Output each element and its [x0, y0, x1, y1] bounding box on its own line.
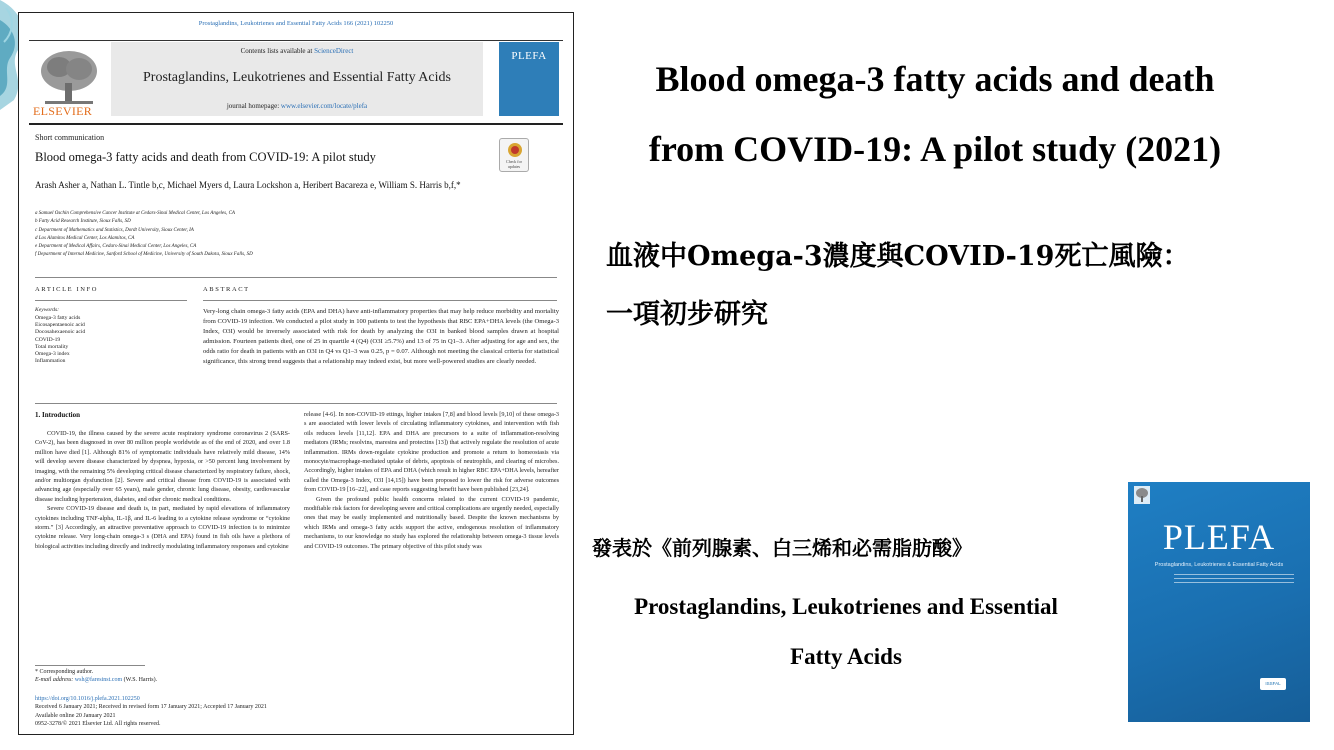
homepage-line: [111, 102, 483, 110]
chinese-title: [606, 228, 1256, 344]
sciencedirect-link[interactable]: ScienceDirect: [314, 47, 354, 55]
copyright: 0952-3278/© 2021 Elsevier Ltd. All rights reserved.: [35, 721, 161, 728]
online-date: Available online 20 January 2021: [35, 712, 116, 719]
affiliation: a Samuel Oschin Comprehensive Cancer Institute at Cedars-Sinai Medical Center, Los Angeles, CA: [35, 211, 235, 216]
article-info-header: ARTICLE INFO: [35, 286, 99, 293]
email-suffix: (W.S. Harris).: [122, 677, 158, 684]
journal-header-box: [111, 42, 483, 116]
keyword-list: [35, 315, 85, 365]
elsevier-cover-logo: [1134, 486, 1150, 504]
paragraph: release [4-6]. In non-COVID-19 ettings, higher intakes [7,8] and blood levels [9,10] of these omega-3 s are associated with lower levels of circulating inflammatory cytokines, and intervention with fish oils reduces levels [11,12]. EPA and DHA are precursors to a suite of inflammation-resolving mediators (IRMs; resolvins, maresins and protectins [13]) that actively regulate the resolution of acute inflammation. IRMs down-regulate cytokine production and promote a return to homeostasis via monocyte/macrophage-mediated uptake of debris, apoptosis of neutrophils, and clearing of microbes. Accordingly, higher intakes of EPA and DHA (which result in higher RBC EPA+DHA levels, hereafter called the Omega-3 Index, O3I [14,15]) have been proposed to lower the risk for adverse outcomes from COVID-19 [16–22], and case reports suggesting benefit have been published [23,24].: [304, 411, 559, 494]
introduction-heading: 1. Introduction: [35, 411, 80, 419]
email-link[interactable]: wsh@faresinst.com: [74, 677, 123, 684]
body-column-right: [304, 410, 559, 551]
paper-first-page: [18, 12, 574, 735]
footnote: [35, 668, 157, 685]
abstract-rule: [203, 300, 557, 301]
elsevier-wordmark: ELSEVIER: [33, 104, 93, 118]
keywords-label: Keywords:: [35, 307, 60, 313]
title-rule: [29, 123, 563, 125]
english-title-line: from COVID-19: A pilot study (2021): [648, 129, 1222, 169]
paragraph: Severe COVID-19 disease and death is, in part, mediated by rapid elevations of inflammatory cytokines including TNF-alpha, IL-1β, and IL-6 leading to a cytokine release syndrome or “cytokine storm.” [3] Accordingly, an attractive preventative approach to COVID-19 infection is to minimize cytokine release. Very long-chain omega-3 s (DHA and EPA) found in fish oils have a plethora of biological activities including directly and indirectly modulating inflammatory responses and cytokine: [35, 505, 290, 550]
contents-prefix: Contents lists available at: [240, 47, 315, 55]
affiliation: c Department of Mathematics and Statistics, Dordt University, Sioux Center, IA: [35, 227, 194, 233]
paragraph: COVID-19, the illness caused by the severe acute respiratory syndrome coronavirus 2 (SARS-CoV-2), has been diagnosed in over 80 million people worldwide as of the end of 2020, and over 1.8 million have died [1]. Although 81% of symptomatic individuals have relatively mild disease, 14% will develop severe disease characterized by dyspnea, hypoxia, or >50 percent lung involvement by imaging, with the remaining 5% developing critical disease characterized by respiratory failure, shock, and/or multiorgan dysfunction [2]. Severe and critical disease from COVID-19 is associated with advancing age (especially over 65 years), male gender, chronic lung disease, obesity, cardiovascular disease including hypertension, diabetes, and other chronic medical conditions.: [35, 430, 290, 503]
publication-info: [35, 695, 267, 729]
article-info-rule: [35, 300, 187, 301]
issfal-logo: ISSFAL: [1260, 678, 1286, 690]
body-rule: [35, 403, 557, 404]
abstract-text: Very-long chain omega-3 fatty acids (EPA and DHA) have anti-inflammatory properties that may help reduce morbidity and mortality from COVID-19 infection. We conducted a pilot study in 100 patients to test the hypothesis that RBC EPA+DHA levels (the Omega-3 Index, O3I) would be inversely associated with risk for death by analyzing the O3I in banked blood samples drawn at hospital admission. Fourteen patients died, one of 25 in quartile 4 (Q4) (O3I ≥5.7%) and 13 of 75 in Q1–3. After adjusting for age and sex, the odds ratio for death in patients with an O3I in Q4 vs Q1–3 was 0.25, p = 0.07. Although not meeting the classical criteria for statistical significance, this strong trend suggests that a relationship may indeed exist, but more well-powered studies are clearly needed.: [203, 308, 559, 365]
homepage-prefix: journal homepage:: [226, 102, 281, 110]
body-column-left: [35, 429, 290, 551]
cover-subtitle: Prostaglandins, Leukotrienes & Essential Fatty Acids: [1154, 562, 1284, 568]
email-prefix: E-mail address:: [35, 677, 75, 684]
elsevier-tree-logo: [33, 47, 105, 107]
keyword: Eicosapentaenoic acid: [35, 322, 85, 329]
cover-title: PLEFA: [1162, 517, 1276, 557]
journal-cover-thumb: [499, 42, 559, 116]
journal-name-english: [586, 582, 1106, 682]
paper-title: Blood omega-3 fatty acids and death from COVID-19: A pilot study: [35, 150, 376, 164]
affiliation: e Department of Medical Affairs, Cedars-Sinai Medical Center, Los Angeles, CA: [35, 244, 197, 250]
footnote-rule: [35, 665, 145, 666]
journal-name-line: Fatty Acids: [790, 644, 902, 669]
check-updates-label: Check for updates: [506, 159, 522, 169]
keyword: Inflammation: [35, 358, 66, 365]
info-rule: [35, 277, 557, 278]
corresponding-author: * Corresponding author.: [35, 669, 94, 675]
affiliations: [35, 210, 253, 260]
english-title-line: Blood omega-3 fatty acids and death: [655, 59, 1215, 99]
check-updates-icon: [500, 139, 530, 161]
contents-line: [111, 47, 483, 55]
affiliation: d Los Alamitos Medical Center, Los Alamitos, CA: [35, 235, 135, 241]
english-title: [610, 44, 1260, 184]
abstract-header: ABSTRACT: [203, 286, 250, 293]
affiliation: b Fatty Acid Research Institute, Sioux Falls, SD: [35, 219, 131, 225]
published-in-chinese: 發表於《前列腺素、白三烯和必需脂肪酸》: [592, 536, 972, 560]
paper-citation: Prostaglandins, Leukotrienes and Essential Fatty Acids 166 (2021) 102250: [198, 20, 394, 27]
keyword: COVID-19: [35, 336, 61, 343]
header-rule: [29, 40, 563, 41]
keyword: Omega-3 fatty acids: [35, 315, 81, 321]
doi-link[interactable]: https://doi.org/10.1016/j.plefa.2021.102250: [35, 696, 140, 702]
check-updates-badge[interactable]: [499, 138, 529, 172]
cover-text-lines: [1174, 574, 1294, 586]
chinese-title-line: 血液中Omega-3濃度與COVID-19死亡風險：: [606, 241, 1190, 272]
homepage-link[interactable]: www.elsevier.com/locate/plefa: [280, 102, 368, 110]
author-list: Arash Asher a, Nathan L. Tintle b,c, Michael Myers d, Laura Lockshon a, Heribert Bacareza e, William S. Harris b,f,*: [35, 180, 461, 190]
keyword: Total mortality: [35, 343, 69, 350]
keyword: Omega-3 index: [35, 351, 70, 358]
paragraph: Given the profound public health concerns related to the current COVID-19 pandemic, modifiable risk factors for developing severe and critical complications are urgently needed, especially ones that may be easily implemented and nutritionally based. Despite the known mechanisms by which IRMs and omega-3 fatty acids support the active, endogenous resolution of inflammatory mechanisms, to our knowledge no study has explored the relationship between omega-3 tissue levels and COVID-19 outcomes. The primary objective of this pilot study was: [304, 495, 559, 550]
keyword: Docosahexaenoic acid: [35, 329, 86, 336]
journal-name: Prostaglandins, Leukotrienes and Essential Fatty Acids: [143, 70, 451, 85]
affiliation: f Department of Internal Medicine, Sanford School of Medicine, University of South Dakota, Sioux Falls, SD: [35, 252, 253, 258]
email-line: [35, 676, 157, 684]
journal-name-line: Prostaglandins, Leukotrienes and Essential: [634, 594, 1058, 619]
chinese-title-line: 一項初步研究: [606, 299, 768, 330]
journal-cover: [1128, 482, 1310, 722]
article-type: Short communication: [35, 133, 105, 142]
cover-thumb-title: PLEFA: [511, 50, 547, 62]
received-dates: Received 6 January 2021; Received in revised form 17 January 2021; Accepted 17 January 2021: [35, 704, 267, 711]
